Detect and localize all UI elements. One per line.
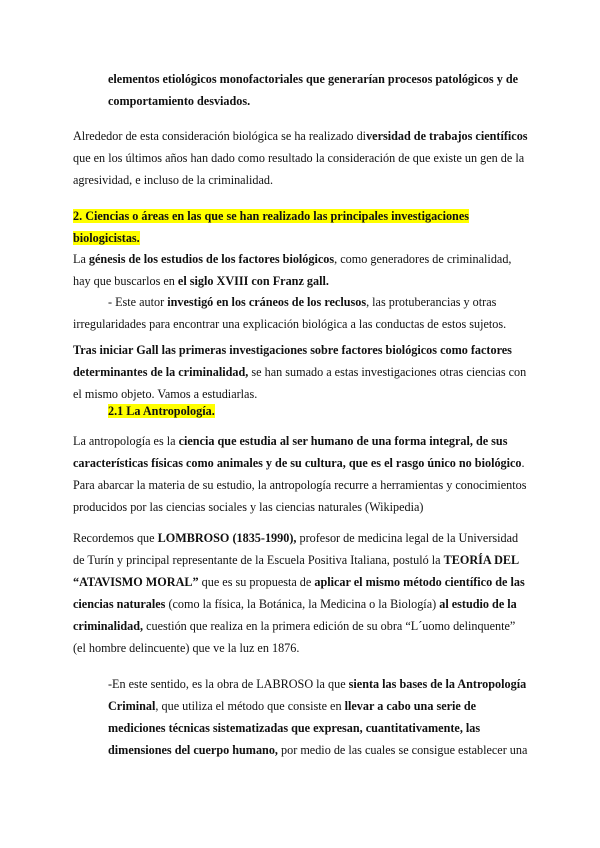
paragraph-biological-consideration: Alrededor de esta consideración biológica se ha realizado diversidad de trabajos científicos que en los últimos años han dado como resultado la consideración de que existe un gen de la agresividad, e incluso de la criminalidad. — [73, 129, 528, 187]
section-heading-2: 2. Ciencias o áreas en las que se han realizado las principales investigaciones biologicistas. — [73, 209, 469, 245]
paragraph-genesis: La génesis de los estudios de los factores biológicos, como generadores de criminalidad, hay que buscarlos en el siglo XVIII con Franz gall. — [73, 252, 512, 288]
paragraph-gall-skulls: - Este autor investigó en los cráneos de los reclusos, las protuberancias y otras irregularidades para encontrar una explicación biológica a las conductas de estos sujetos. — [73, 295, 507, 331]
paragraph-etiological: elementos etiológicos monofactoriales que generarían procesos patológicos y de comportamiento desviados. — [108, 72, 519, 108]
paragraph-lombroso: Recordemos que LOMBROSO (1835-1990), profesor de medicina legal de la Universidad de Turín y principal representante de la Escuela Positiva Italiana, postuló la TEORÍA DEL “ATAVISMO MORAL” que es su propuesta de aplicar el mismo método científico de las ciencias naturales (como la física, la Botánica, la Medicina o la Biología) al estudio de la criminalidad, cuestión que realiza en la primera edición de su obra “L´uomo delinquente” (el hombre delincuente) que ve la luz en 1876. — [73, 531, 525, 655]
paragraph-gall-investigations: Tras iniciar Gall las primeras investigaciones sobre factores biológicos como factores determinantes de la criminalidad, se han sumado a estas investigaciones otras ciencias con el mismo objeto. Vamos a estudiarlas. — [73, 343, 527, 401]
subsection-heading-2-1: 2.1 La Antropología. — [108, 404, 215, 418]
paragraph-criminal-anthropology: -En este sentido, es la obra de LABROSO la que sienta las bases de la Antropología Criminal, que utiliza el método que consiste en llevar a cabo una serie de mediciones técnicas sistematizadas que expresan, cuantitativamente, las dimensiones del cuerpo humano, por medio de las cuales se consigue establecer una — [108, 677, 528, 757]
paragraph-anthropology: La antropología es la ciencia que estudia al ser humano de una forma integral, de sus características físicas como animales y de su cultura, que es el rasgo único no biológico. Para abarcar la materia de su estudio, la antropología recurre a herramientas y conocimientos producidos por las ciencias sociales y las ciencias naturales (Wikipedia) — [73, 434, 527, 514]
